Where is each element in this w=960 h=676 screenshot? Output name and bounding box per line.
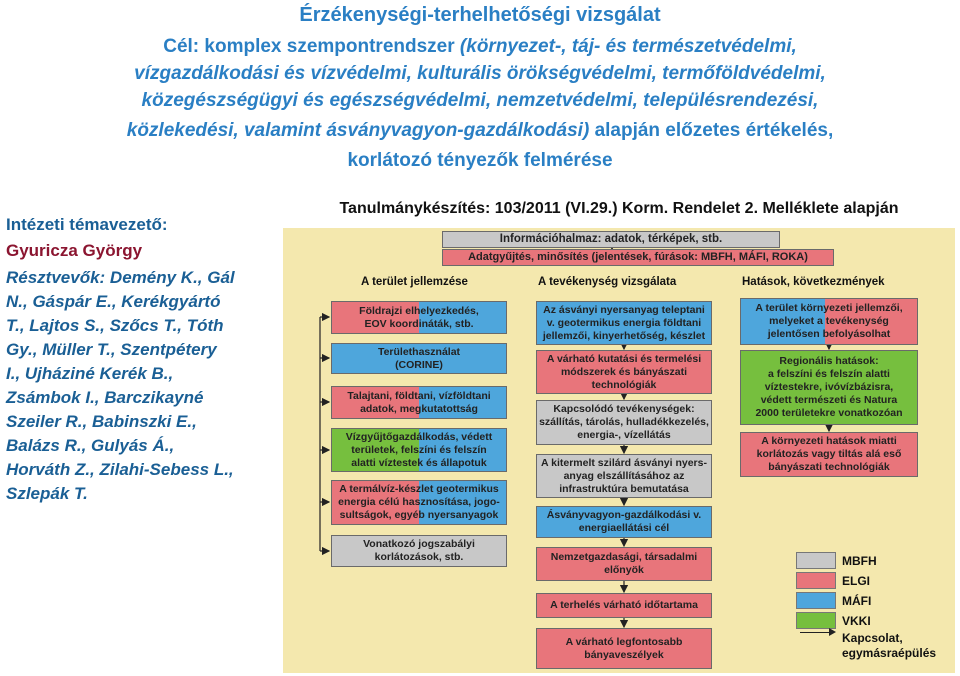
- col2-box-benefits: Nemzetgazdasági, társadalmi előnyök: [536, 547, 712, 581]
- participant-line: Szeiler R., Babinszki E.,: [6, 412, 197, 431]
- participant-line: T., Lajtos S., Szőcs T., Tóth: [6, 316, 224, 335]
- col2-box-methods: A várható kutatási és termelési módszerek és bányászati technológiák: [536, 350, 712, 394]
- legend-arrow-icon: [800, 632, 834, 633]
- col2-box-geology: Az ásványi nyersanyag teleptani v. geotermikus energia földtani jellemzői, kinyerhetőség, készlet: [536, 301, 712, 345]
- legend-swatch: [796, 552, 836, 569]
- col1-box-water: Vízgyűjtőgazdálkodás, védett területek, felszíni és felszín alatti víztestek és állapotuk: [331, 428, 507, 472]
- legend-label: VKKI: [842, 614, 871, 628]
- participant-line: Balázs R., Gulyás Á.,: [6, 436, 175, 455]
- col1-box-thermal: A termálvíz-készlet geotermikus energia célú hasznosítása, jogo- sultságok, egyéb nyersanyagok: [331, 480, 507, 525]
- goal-line-3: vízgazdálkodási és vízvédelmi, kulturális örökségvédelmi, termőföldvédelmi,: [134, 63, 826, 84]
- legend-swatch: [796, 592, 836, 609]
- leader-label: Intézeti témavezető:: [6, 215, 168, 234]
- goal-line-6: korlátozó tényezők felmérése: [347, 150, 613, 171]
- participant-line: Zsámbok I., Barczikayné: [6, 388, 204, 407]
- participant-line: I., Ujháziné Kerék B.,: [6, 364, 174, 383]
- legend-arrow-label: Kapcsolat,: [842, 631, 903, 645]
- col1-box-landuse: Területhasználat (CORINE): [331, 343, 507, 374]
- participant-line: Szlepák T.: [6, 484, 88, 503]
- collect-box: Adatgyűjtés, minősítés (jelentések, fúrások: MBFH, MÁFI, ROKA): [442, 249, 834, 266]
- arrowhead-icon: [829, 628, 836, 636]
- page-title: [0, 2, 960, 28]
- col3-box-env: A terület környezeti jellemzői, melyeket a tevékenység jelentősen befolyásolhat: [740, 298, 918, 345]
- participant-line: Résztvevők: Demény K., Gál: [6, 268, 235, 287]
- col2-box-duration: A terhelés várható időtartama: [536, 593, 712, 618]
- legend-label: ELGI: [842, 574, 871, 588]
- title-text: Érzékenységi-terhelhetőségi vizsgálat: [299, 4, 661, 26]
- col2-box-goal: Ásványvagyon-gazdálkodási v. energiaellátási cél: [536, 506, 712, 538]
- legend-label: MÁFI: [842, 594, 872, 608]
- col2-box-hazards: A várható legfontosabb bányaveszélyek: [536, 628, 712, 669]
- goal-line-2: Cél: komplex szempontrendszer (környezet-, táj- és természetvédelmi,: [163, 36, 797, 57]
- participant-line: Gy., Müller T., Szentpétery: [6, 340, 217, 359]
- col1-head: A terület jellemzése: [361, 276, 468, 288]
- participant-line: Horváth Z., Zilahi-Sebess L.,: [6, 460, 234, 479]
- col1-box-legal: Vonatkozó jogszabályi korlátozások, stb.: [331, 535, 507, 567]
- legend-label: MBFH: [842, 554, 877, 568]
- col3-head: Hatások, következmények: [742, 276, 885, 288]
- goal-line-5: közlekedési, valamint ásványvagyon-gazdálkodási) alapján előzetes értékelés,: [126, 120, 834, 141]
- leader-name: Gyuricza György: [6, 241, 143, 260]
- legend-arrow-label: egymásraépülés: [842, 646, 937, 660]
- col1-box-geo: Földrajzi elhelyezkedés, EOV koordináták, stb.: [331, 301, 507, 334]
- participant-line: N., Gáspár E., Kerékgyártó: [6, 292, 221, 311]
- diagram-top-title: Tanulmánykészítés: 103/2011 (VI.29.) Korm. Rendelet 2. Melléklete alapján: [339, 200, 899, 217]
- col2-box-related: Kapcsolódó tevékenységek: szállítás, tárolás, hulladékkezelés, energia-, vízellátás: [536, 400, 712, 445]
- goal-line-4: közegészségügyi és egészségvédelmi, nemzetvédelmi, településrendezési,: [141, 90, 819, 111]
- col2-head: A tevékenység vizsgálata: [538, 276, 677, 288]
- col1-box-soil: Talajtani, földtani, vízföldtani adatok, megkutatottság: [331, 386, 507, 419]
- legend-swatch: [796, 612, 836, 629]
- legend-swatch: [796, 572, 836, 589]
- col2-box-transport: A kitermelt szilárd ásványi nyers- anyag elszállításához az infrastruktúra bemutatása: [536, 454, 712, 498]
- col3-box-restrict: A környezeti hatások miatti korlátozás vagy tiltás alá eső bányászati technológiák: [740, 432, 918, 477]
- col3-box-regional: Regionális hatások: a felszíni és felszín alatti víztestekre, ivóvízbázisra, védett természeti és Natura 2000 területekre vonatkozóan: [740, 350, 918, 425]
- info-box: Információhalmaz: adatok, térképek, stb.: [442, 231, 780, 248]
